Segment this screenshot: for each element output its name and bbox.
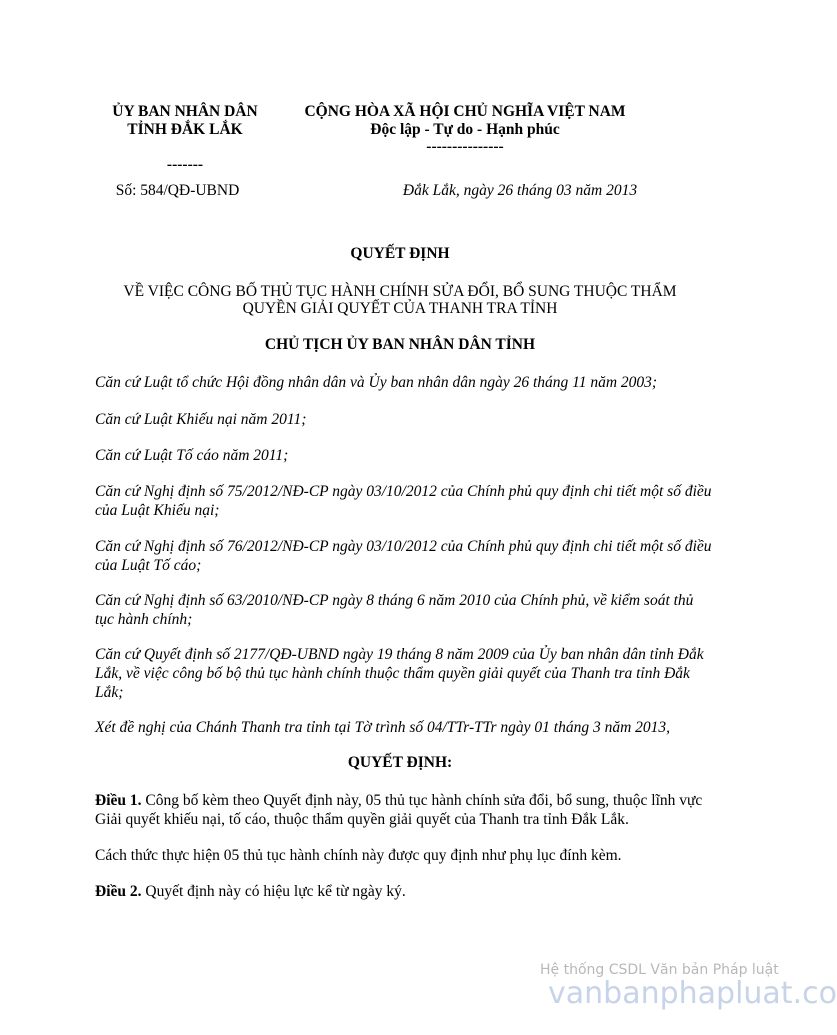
preamble-item: Căn cứ Luật tổ chức Hội đồng nhân dân và Ủy ban nhân dân ngày 26 tháng 11 năm 2003; — [95, 374, 658, 391]
article-2 — [95, 882, 715, 901]
country-name: CỘNG HÒA XÃ HỘI CHỦ NGHĨA VIỆT NAM — [304, 103, 626, 120]
watermark-domain: vanbanphapluat.co — [548, 976, 837, 1011]
subject-line-1: VỀ VIỆC CÔNG BỐ THỦ TỤC HÀNH CHÍNH SỬA ĐỔI, BỔ SUNG THUỘC THẨM — [123, 283, 677, 300]
watermark-caption: Hệ thống CSDL Văn bản Pháp luật — [540, 962, 779, 978]
decision-heading: QUYẾT ĐỊNH: — [347, 754, 453, 771]
preamble-item: Căn cứ Luật Tố cáo năm 2011; — [95, 447, 289, 464]
preamble-item: Xét đề nghị của Chánh Thanh tra tỉnh tại Tờ trình số 04/TTr-TTr ngày 01 tháng 3 năm 2013, — [95, 719, 671, 736]
preamble-item: Căn cứ Nghị định số 63/2010/NĐ-CP ngày 8 tháng 6 năm 2010 của Chính phủ, về kiểm soát thủ tục hành chính; — [95, 592, 694, 628]
preamble-item: Căn cứ Nghị định số 76/2012/NĐ-CP ngày 03/10/2012 của Chính phủ quy định chi tiết một số điều của Luật Tố cáo; — [95, 538, 712, 574]
subject-line-2: QUYỀN GIẢI QUYẾT CỦA THANH TRA TỈNH — [242, 300, 558, 317]
country-motto: Độc lập - Tự do - Hạnh phúc — [370, 121, 560, 138]
agency-name: ỦY BAN NHÂN DÂN — [112, 103, 258, 120]
agency-province: TỈNH ĐẮK LẮK — [127, 121, 243, 138]
preamble-item: Căn cứ Nghị định số 75/2012/NĐ-CP ngày 03/10/2012 của Chính phủ quy định chi tiết một số điều của Luật Khiếu nại; — [95, 483, 712, 519]
document-type: QUYẾT ĐỊNH — [350, 245, 450, 262]
preamble-item: Căn cứ Quyết định số 2177/QĐ-UBND ngày 19 tháng 8 năm 2009 của Ủy ban nhân dân tỉnh Đắk Lắk, về việc công bố bộ thủ tục hành chính thuộc thẩm quyền giải quyết của Thanh tra tỉnh Đắk Lắk; — [95, 646, 704, 701]
preamble-item: Căn cứ Luật Khiếu nại năm 2011; — [95, 411, 307, 428]
article-2-text: Quyết định này có hiệu lực kể từ ngày ký. — [141, 883, 406, 900]
article-1 — [95, 791, 715, 829]
issuing-authority: CHỦ TỊCH ỦY BAN NHÂN DÂN TỈNH — [264, 336, 536, 353]
article-1-label: Điều 1. — [95, 792, 142, 809]
article-2-label: Điều 2. — [95, 883, 142, 900]
document-dateline: Đắk Lắk, ngày 26 tháng 03 năm 2013 — [402, 182, 638, 199]
country-separator: --------------- — [426, 138, 504, 155]
article-1-note: Cách thức thực hiện 05 thủ tục hành chính này được quy định như phụ lục đính kèm. — [95, 847, 622, 864]
document-number: Số: 584/QĐ-UBND — [115, 182, 240, 199]
article-1-text: Công bố kèm theo Quyết định này, 05 thủ tục hành chính sửa đổi, bổ sung, thuộc lĩnh vực Giải quyết khiếu nại, tố cáo, thuộc thẩm quyền giải quyết của Thanh tra tỉnh Đắk Lắk. — [95, 792, 703, 828]
agency-separator: ------- — [166, 156, 204, 173]
